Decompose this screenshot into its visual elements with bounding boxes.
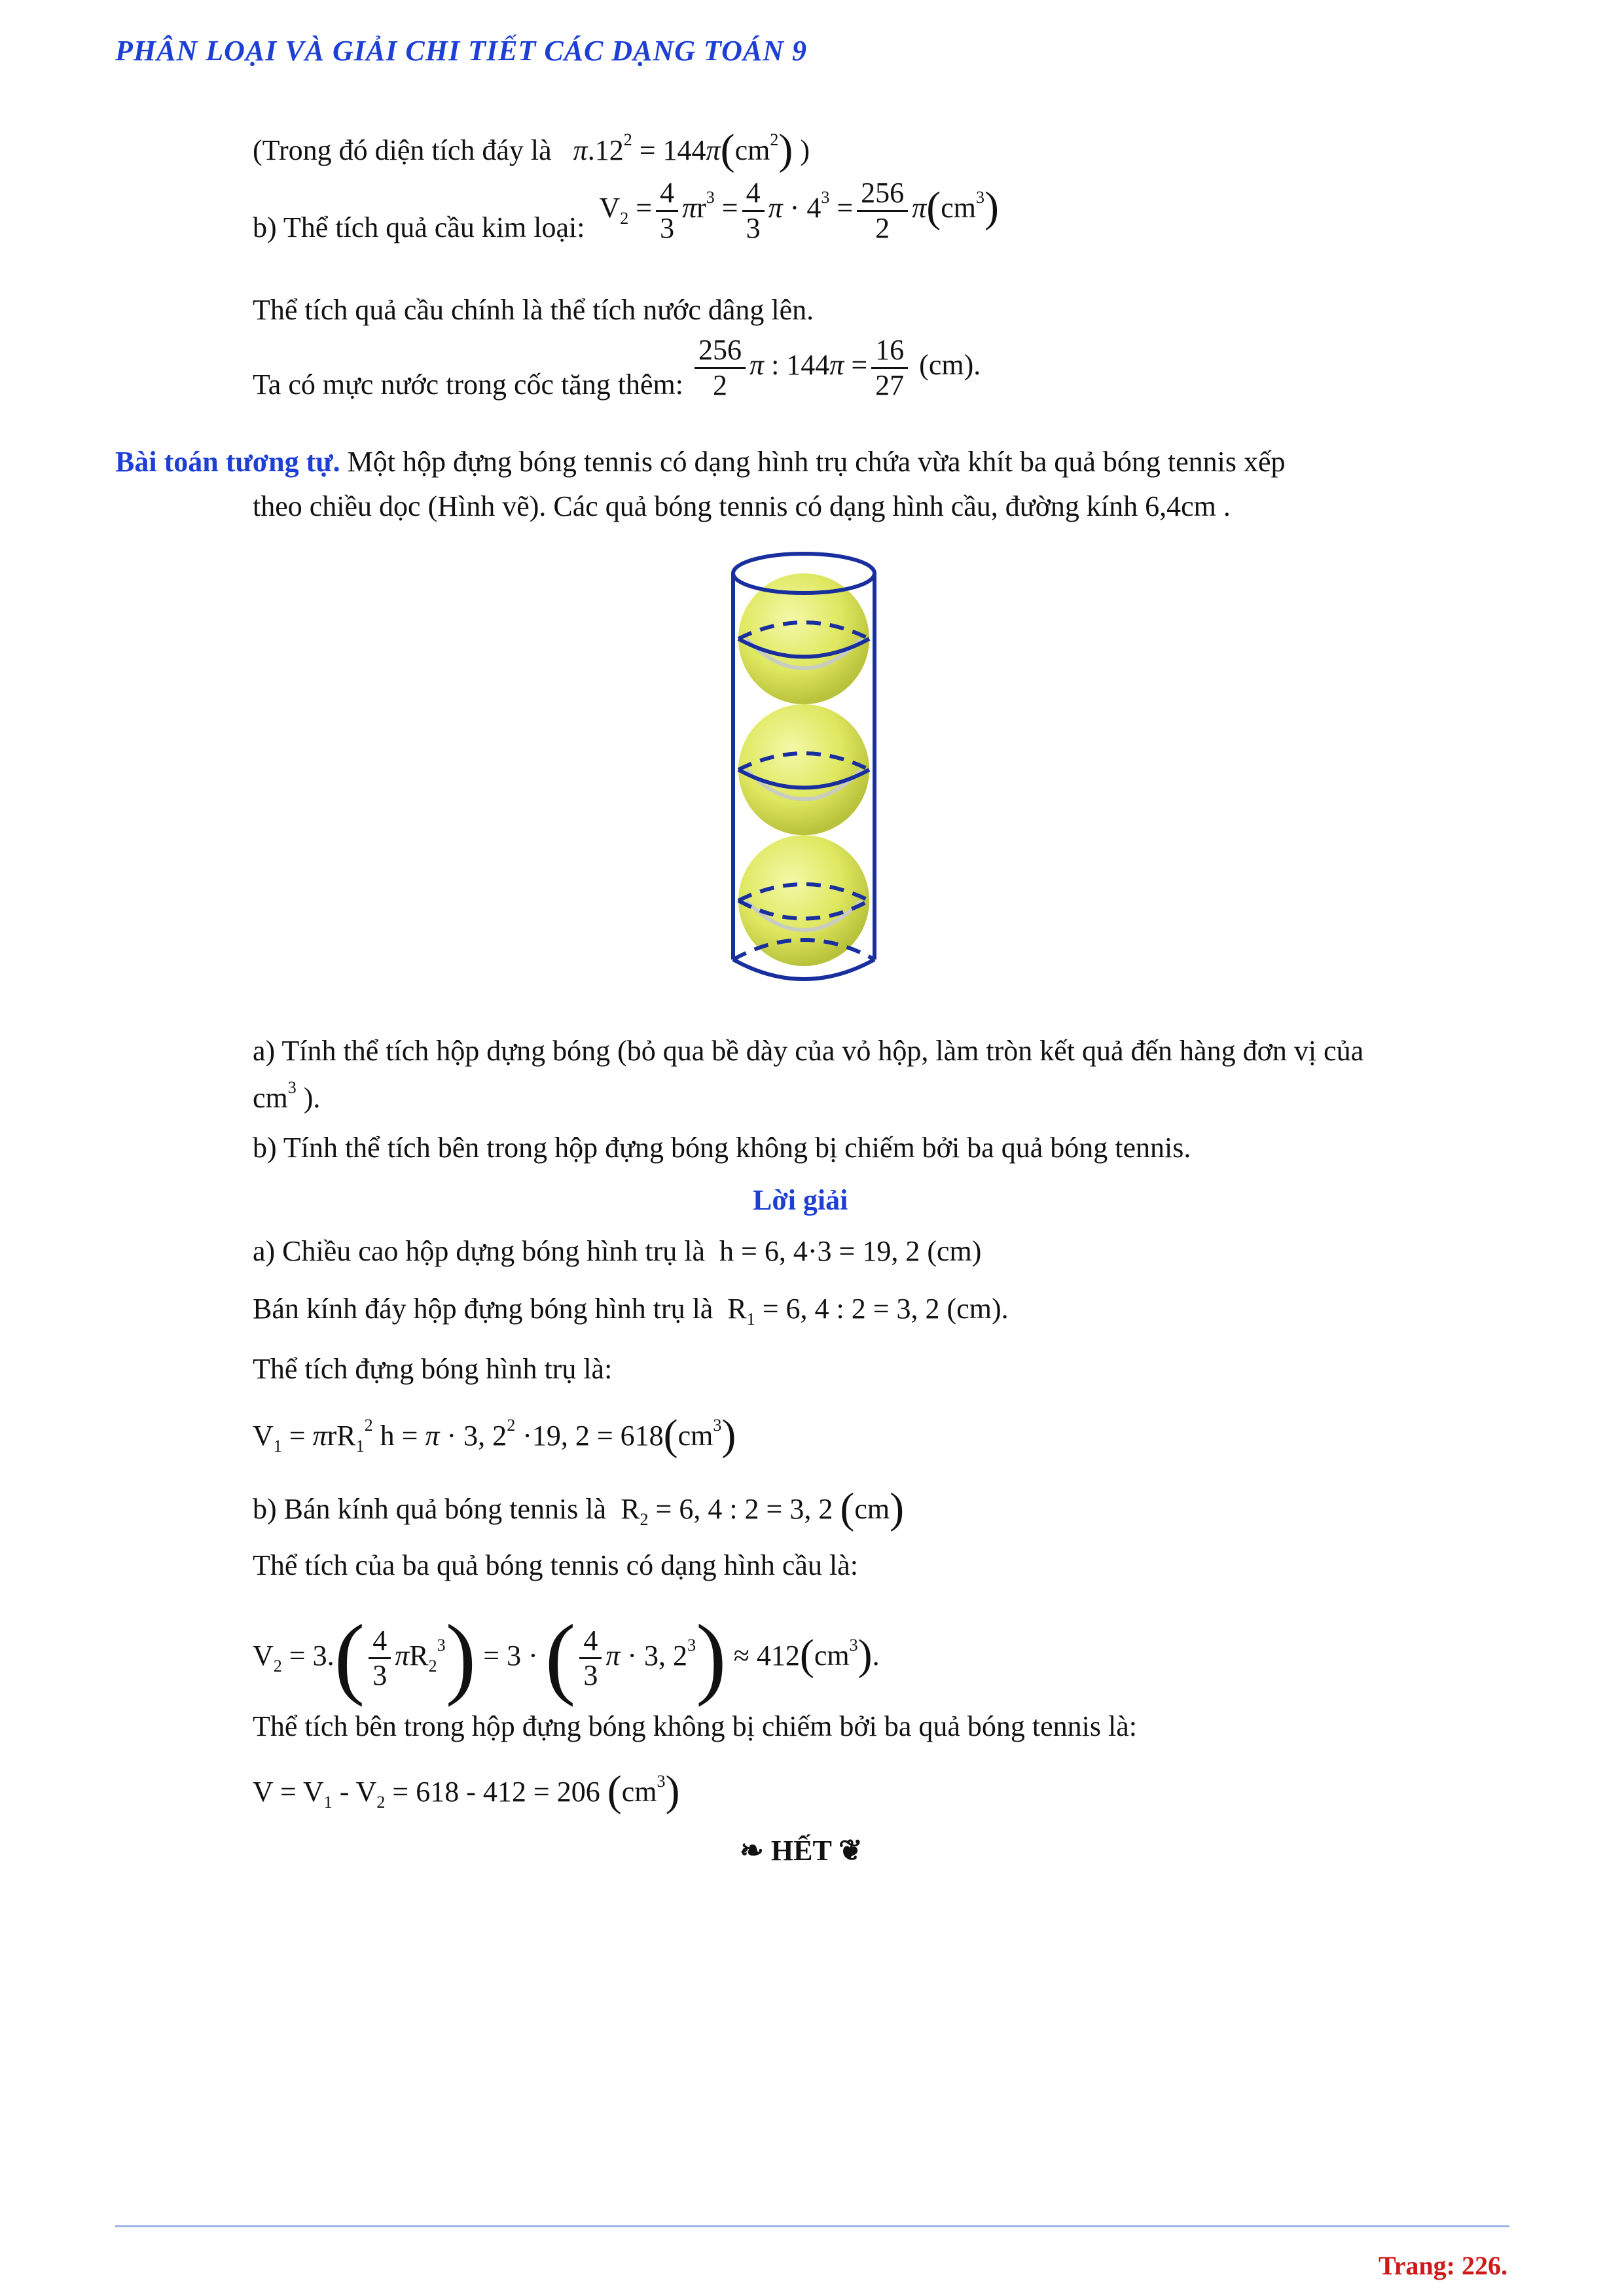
solution-a2-math-render: $R_1 = 6$, 4 : 2 = 3, 2 (cm). [720,1293,1009,1329]
page-header-title: PHÂN LOẠI VÀ GIẢI CHI TIẾT CÁC DẠNG TOÁN 9 [115,35,808,67]
end-text: HẾT [770,1835,831,1867]
solution-b4: Thể tích bên trong hộp đựng bóng không bị chiếm bởi ba quả bóng tennis là: [253,1710,1138,1742]
end-marker [740,1837,863,1865]
base-area-formula-render: $\pi.12^2 = 144\pi(cm^2)$ ) [573,126,810,173]
solution-b5 [253,1767,680,1815]
end-ornament-left: ❧ [740,1835,764,1867]
solution-a1 [253,1237,981,1266]
similar-problem-line2 [253,492,1231,521]
sphere-volume-formula-render: $V_2$ = $\frac{4}{3}$ $\pi r^3$ = $\frac{4}{3}$ $\pi \cdot 4^3$ = $\frac{256}{2}$ $\pi(cm^3)$ [592,177,999,244]
tennis-ball-middle [738,704,869,835]
similar-problem-label: Bài toán tương tự. [115,446,340,478]
base-area-line [253,128,810,171]
question-a-line1: a) Tính thể tích hộp dựng bóng (bỏ qua bề dày của vỏ hộp, làm tròn kết quả đến hàng đơn vị của [253,1035,1364,1067]
volume-note: Thể tích quả cầu chính là thể tích nước dâng lên. [253,294,814,326]
solution-a2 [253,1293,1009,1329]
solution-a4-math-render: $V_1 = \pi rR_1^2$ h = π · 3, $2^2 \cdot 19$, $2 = 618(cm^3)$ [253,1411,736,1459]
solution-b3-math-render: $V_2 = 3$.( $\frac{4}{3}$ $\pi R_2^3) = 3$ · ( $\frac{4}{3}$ π · 3, $2^3) \approx 412(cm^3)$. [253,1606,880,1708]
solution-b5-math-render: $V = V_1 - V_2 = 618 - 412 = 206$ $(cm^3)$ [253,1767,680,1815]
tennis-can-figure [720,547,890,992]
end-ornament-right: ❦ [839,1835,863,1867]
solution-a3: Thể tích đựng bóng hình trụ là: [253,1353,613,1385]
solution-b1-math-render: $R_2 = 6$, 4 : 2 = 3, 2 (cm) [613,1484,905,1532]
solution-b2: Thể tích của ba quả bóng tennis có dạng hình cầu là: [253,1549,858,1581]
solution-b1-text: b) Bán kính quả bóng tennis là [253,1493,607,1525]
water-rise-line [253,334,981,422]
solution-a1-math-render: h = 6, 4·3 = 19, 2 (cm) [712,1235,982,1267]
water-rise-formula-render: $\frac{256}{2}$ π : 144π = $\frac{16}{27}$ (cm). [691,349,981,381]
water-rise-label: Ta có mực nước trong cốc tăng thêm: [253,368,684,401]
solution-a2-text: Bán kính đáy hộp đựng bóng hình trụ là [253,1293,713,1325]
sphere-volume-label: b) Thể tích quả cầu kim loại: [253,211,585,244]
ball-diameter: 6,4cm . [1145,490,1231,522]
solution-b1 [253,1484,905,1532]
solution-a4 [253,1411,736,1459]
question-b: b) Tính thể tích bên trong hộp đựng bóng không bị chiếm bởi ba quả bóng tennis. [253,1132,1191,1164]
question-a-line2-render: $cm^3$ ). [253,1078,321,1114]
footer-divider [115,2225,1509,2227]
solution-b3 [253,1606,880,1708]
page-number: Trang: 226. [1378,2251,1507,2280]
similar-problem-line1 [115,448,1286,476]
similar-problem-text2: theo chiều dọc (Hình vẽ). Các quả bóng tennis có dạng hình cầu, đường kính [253,490,1138,522]
solution-heading: Lời giải [753,1184,848,1216]
sphere-volume-line [253,177,999,264]
solution-a1-text: a) Chiều cao hộp dựng bóng hình trụ là [253,1235,706,1267]
base-area-text: (Trong đó diện tích đáy là [253,134,552,166]
question-a-line2 [253,1078,321,1114]
similar-problem-text1: Một hộp đựng bóng tennis có dạng hình trụ chứa vừa khít ba quả bóng tennis xếp [347,446,1286,478]
